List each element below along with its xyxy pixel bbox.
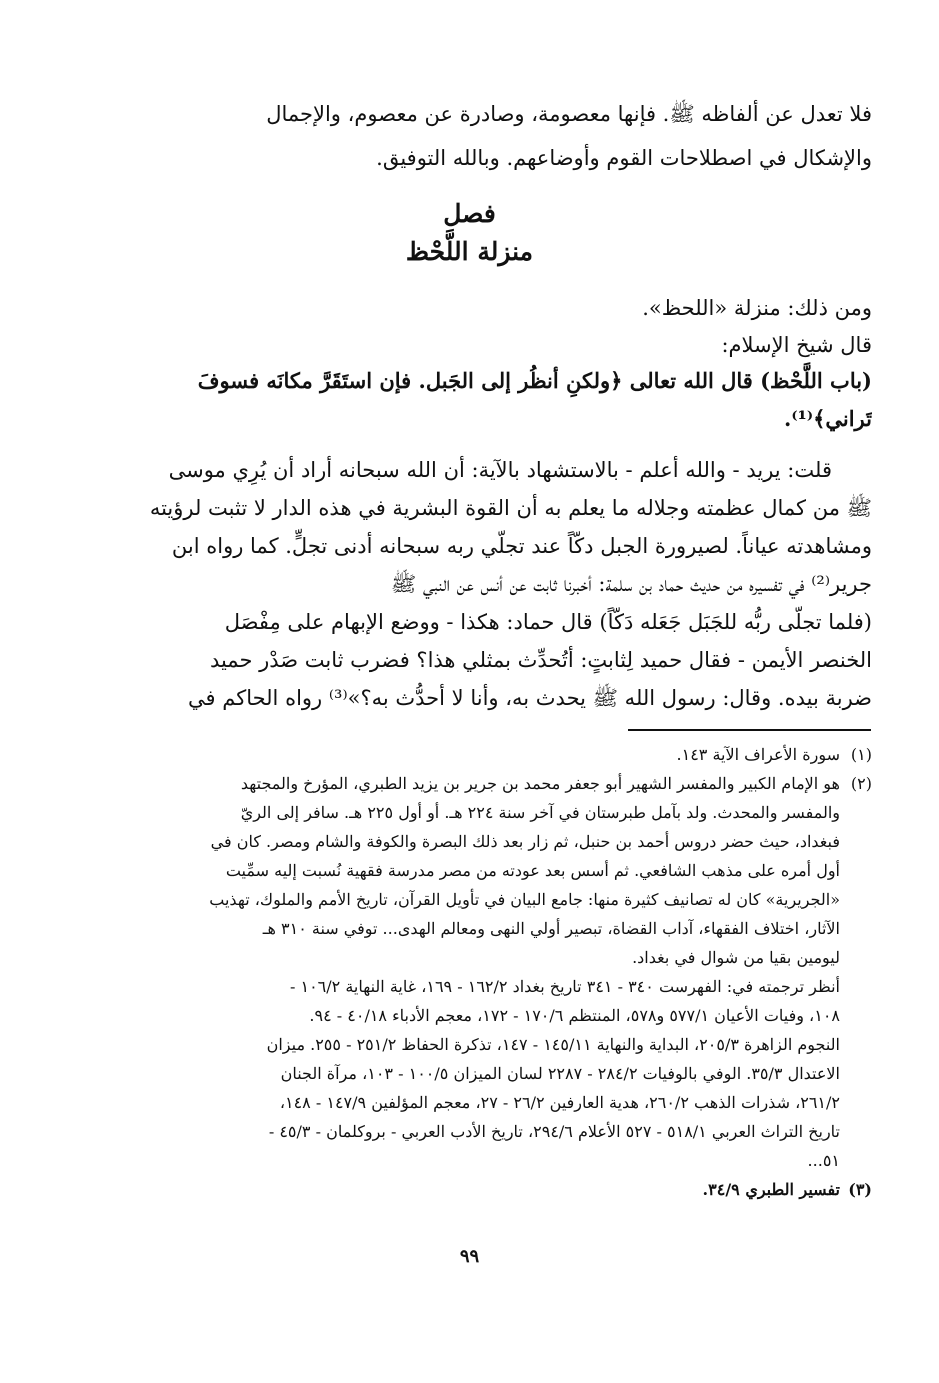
footnote-number: (١) <box>850 745 872 764</box>
quran-quote <box>130 362 872 438</box>
main-line: ومشاهدته عياناً. لصيرورة الجبل دكّاً عند تجلّي ربه سبحانه أدنى تجلٍّ. كما رواه ابن <box>171 534 872 558</box>
intro-line: والإشكال في اصطلاحات القوم وأوضاعهم. وبالله التوفيق. <box>376 146 872 170</box>
footnote-1 <box>130 740 872 769</box>
main-paragraph <box>130 451 872 717</box>
section-heading-title: منزلة اللَّحْظ <box>405 237 534 266</box>
main-line: جرير⁽²⁾ في تفسيره من حديث حماد بن سلمة: أخبرنا ثابت عن أنس عن النبي ﷺ <box>390 572 872 596</box>
section-line: قال شيخ الإسلام: <box>721 333 872 357</box>
footnote-line: ٢٦١/٢، شذرات الذهب ٢٦٠/٢، هدية العارفين ٢٦/٢ - ٢٧، معجم المؤلفين ١٤٧/٩ - ١٤٨، <box>279 1093 840 1112</box>
main-line: قلت: يريد - والله أعلم - بالاستشهاد بالآية: أن الله سبحانه أراد أن يُرِي موسى <box>168 458 832 482</box>
footnote-line: ٥١... <box>807 1151 840 1170</box>
footnote-line: أنظر ترجمته في: الفهرست ٣٤٠ - ٣٤١ تاريخ بغداد ١٦٢/٢ - ١٦٩، غاية النهاية ١٠٦/٢ - <box>289 977 840 996</box>
intro-line: فلا تعدل عن ألفاظه ﷺ. فإنها معصومة، وصادرة عن معصوم، والإجمال <box>266 102 872 126</box>
footnote-line: «الجريرية» كان له تصانيف كثيرة منها: جامع البيان في تأويل القرآن، تاريخ الأمم والملوك، تهذيب <box>209 890 840 909</box>
footnote-line: فبغداد، حيث حضر دروس أحمد بن حنبل، ثم زار بعد ذلك البصرة والكوفة والشام ومصر. كان في <box>210 832 840 851</box>
footnote-line: النجوم الزاهرة ٢٠٥/٣، البداية والنهاية ١٤٥/١١ - ١٤٧، تذكرة الحفاظ ٢٥١/٢ - ٢٥٥. ميزان <box>266 1035 840 1054</box>
footnotes <box>130 740 872 1204</box>
footnote-line: تاريخ التراث العربي ٥١٨/١ - ٥٢٧ الأعلام ٢٩٤/٦، تاريخ الأدب العربي - بروكلمان - ٤٥/٣ - <box>268 1122 840 1141</box>
main-line: (فلما تجلّى ربُّه للجَبَل جَعَله دَكّاً) قال حماد: هكذا - ووضع الإبهام على مِفْصَل <box>224 610 872 634</box>
footnote-line: هو الإمام الكبير والمفسر الشهير أبو جعفر محمد بن جرير بن يزيد الطبري، المؤرخ والمجتهد <box>240 774 840 793</box>
footnote-text <box>130 740 840 769</box>
footnote-line: ١٠٨، وفيات الأعيان ٥٧٧/١ و٥٧٨، المنتظم ١٧٠/٦ - ١٧٢، معجم الأدباء ٤٠/١٨ - ٩٤. <box>309 1006 840 1025</box>
quote-line: تَراني﴾⁽¹⁾. <box>784 406 872 431</box>
footnote-divider <box>628 729 871 731</box>
quote-line: (باب اللَّحْظ) قال الله تعالى ﴿ولكنِ أنظُر إلى الجَبل. فإن استَقَرَّ مكانَه فسوفَ <box>197 368 872 393</box>
footnote-line: سورة الأعراف الآية ١٤٣. <box>676 745 840 764</box>
footnote-number: (٣) <box>848 1180 872 1199</box>
main-line: ﷺ من كمال عظمته وجلاله ما يعلم به أن القوة البشرية في هذه الدار لا تثبت لرؤيته <box>149 496 872 520</box>
footnote-line: تفسير الطبري ٣٤/٩. <box>702 1180 840 1199</box>
footnote-3 <box>130 1175 872 1204</box>
main-line: الخنصر الأيمن - فقال حميد لِثابتٍ: أتُحدِّث بمثلي هذا؟ فضرب ثابت صَدْر حميد <box>209 648 872 672</box>
footnote-line: الآثار، اختلاف الفقهاء، آداب القضاة، تبصير أولي النهى ومعالم الهدى... توفي سنة ٣١٠ هـ <box>262 919 840 938</box>
footnote-2 <box>130 769 872 1175</box>
footnote-line: ليومين بقيا من شوال في بغداد. <box>632 948 840 967</box>
footnote-number: (٢) <box>850 774 872 793</box>
footnote-line: أول أمره على مذهب الشافعي. ثم أسس بعد عودته من مصر مدرسة فقهية نُسبت إليه سمِّيت <box>225 861 840 880</box>
footnote-text <box>130 769 840 1175</box>
footnote-line: والمفسر والمحدث. ولد بآمل طبرستان في آخر سنة ٢٢٤ هـ. أو أول ٢٢٥ هـ. سافر إلى الريّ <box>240 803 840 822</box>
footnote-text <box>130 1175 840 1204</box>
section-line: ومن ذلك: منزلة «اللحظ». <box>642 296 872 320</box>
section-heading-fasl: فصل <box>443 199 496 228</box>
main-line: ضربة بيده. وقال: رسول الله ﷺ يحدث به، وأنا لا أحدُّث به؟»⁽³⁾ رواه الحاكم في <box>188 686 872 710</box>
footnote-line: الاعتدال ٣٥/٣. الوفي بالوفيات ٢٨٤/٢ - ٢٢٨٧ لسان الميزان ١٠٠/٥ - ١٠٣، مرآة الجنان <box>280 1064 840 1083</box>
section-intro <box>130 290 872 364</box>
intro-paragraph <box>122 92 872 180</box>
page-number: ٩٩ <box>459 1246 480 1267</box>
